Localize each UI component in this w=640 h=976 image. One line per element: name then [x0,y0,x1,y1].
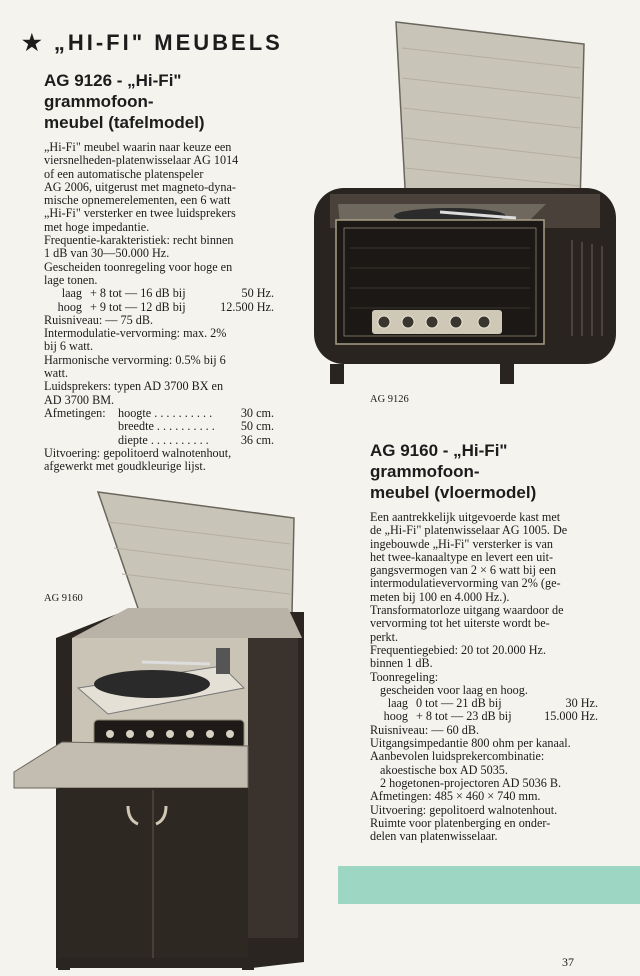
ag9126-dims-label: Afmetingen: [44,405,106,420]
ag9126-freq-2: 1 dB van 30—50.000 Hz. [44,246,170,261]
ag9160-storage-2: delen van platenwisselaar. [370,829,498,844]
ag9160-combo-item: 2 hogetonen-projectoren AD 5036 B. [380,775,562,790]
ag9160-tone-high-range: + 8 tot — 23 dB bij [416,709,512,724]
ag9126-title-line1: AG 9126 - „Hi-Fi" grammofoon- [44,71,182,111]
ag9126-dim-name: diepte . . . . . . . . . . [118,433,209,447]
ag9160-tone-high-label: hoog [383,709,408,724]
ag9160-intro-2: de „Hi-Fi" platenwisselaar AG 1005. De [370,523,568,538]
ag9126-speakers-2: AD 3700 BM. [44,392,115,407]
ag9126-finish-1: Uitvoering: gepolitoerd walnotenhout, [44,445,232,460]
ag9126-tone-low-range: + 8 tot — 16 dB bij [90,286,186,301]
ag9126-tone-high-freq: 12.500 Hz. [220,299,274,314]
ag9126-intermod-2: bij 6 watt. [44,339,94,354]
ag9160-intro-7: meten bij 100 en 4.000 Hz.). [370,589,510,604]
ag9126-intro-6: „Hi-Fi" versterker en twee luidsprekers [44,206,236,221]
ag9126-section [44,70,274,473]
ag9126-tone-2: lage tonen. [44,272,98,287]
page-heading [22,30,283,56]
ag9126-tone-high-label: hoog [57,299,82,314]
page-number: 37 [562,955,574,969]
ag9160-tone-label: Toonregeling: [370,669,439,684]
ag9160-section [370,440,598,843]
ag9160-intro-3: ingebouwde „Hi-Fi" versterker is van [370,536,553,551]
ag9160-tone-sub: gescheiden voor laag en hoog. [380,682,528,697]
ag9126-caption: AG 9126 [370,394,409,405]
ag9126-intro-1: „Hi-Fi" meubel waarin naar keuze een [44,140,232,154]
ag9160-transformer-1: Transformatorloze uitgang waardoor de [370,603,564,618]
ag9160-storage-1: Ruimte voor platenberging en onder- [370,815,551,830]
ag9126-freq-1: Frequentie-karakteristiek: recht binnen [44,233,234,248]
ag9126-dim-value: 30 cm. [240,405,274,420]
ag9126-dim-name: breedte . . . . . . . . . . [118,420,215,434]
ag9126-tone-row [44,301,274,314]
ag9126-intro-2: viersnelheden-platenwisselaar AG 1014 [44,153,239,168]
ag9126-intro-5: mische opnemerelementen, een 6 watt [44,193,231,208]
ag9126-tone-1: Gescheiden toonregeling voor hoge en [44,259,233,274]
ag9160-dims: Afmetingen: 485 × 460 × 740 mm. [370,789,541,804]
ag9160-title-line1: AG 9160 - „Hi-Fi" grammofoon- [370,441,508,481]
ag9160-tone-high-freq: 15.000 Hz. [544,709,598,724]
ag9126-intermod-1: Intermodulatie-vervorming: max. 2% [44,326,227,341]
ag9126-dim-name: hoogte . . . . . . . . . . [118,406,213,420]
ag9160-intro-4: het twee-kanaaltype en levert een uit- [370,549,554,564]
ag9126-noise: Ruisniveau: — 75 dB. [44,312,154,327]
ag9126-photo [310,18,620,390]
ag9160-noise: Ruisniveau: — 60 dB. [370,722,480,737]
heading-text: „HI-FI" MEUBELS [53,30,283,55]
ag9160-transformer-2: vervorming tot het uiterste wordt be- [370,616,550,631]
ag9160-combo-item: akoestische box AD 5035. [380,762,508,777]
ag9126-harmonic-1: Harmonische vervorming: 0.5% bij 6 [44,352,226,367]
star-icon: ★ [22,30,45,55]
decorative-band [338,866,640,904]
ag9126-dims-row [44,407,274,420]
ag9160-tone-low-range: 0 tot — 21 dB bij [416,696,502,711]
ag9160-impedance: Uitgangsimpedantie 800 ohm per kanaal. [370,736,571,751]
ag9160-caption: AG 9160 [44,593,83,604]
ag9126-tone-low-label: laag [61,286,82,301]
ag9126-title-line2: meubel (tafelmodel) [44,113,205,132]
ag9160-combo: Aanbevolen luidsprekercombinatie: [370,749,545,764]
ag9126-dims-row [44,434,274,447]
ag9126-intro-7: met hoge impedantie. [44,219,150,234]
ag9160-transformer-3: perkt. [370,629,399,644]
ag9126-tone-high-range: + 9 tot — 12 dB bij [90,299,186,314]
ag9126-dim-value: 36 cm. [240,432,274,447]
ag9160-intro-6: intermodulatievervorming van 2% (ge- [370,576,561,591]
ag9126-finish-2: afgewerkt met goudkleurige lijst. [44,459,206,474]
ag9160-intro-1: Een aantrekkelijk uitgevoerde kast met [370,510,561,524]
ag9126-tone-row [44,287,274,300]
ag9126-dims-row [44,420,274,433]
ag9160-finish: Uitvoering: gepolitoerd walnotenhout. [370,802,558,817]
ag9160-freq-1: Frequentiegebied: 20 tot 20.000 Hz. [370,642,547,657]
ag9160-tone-low-label: laag [387,696,408,711]
ag9160-tone-low-freq: 30 Hz. [565,696,598,711]
ag9126-tone-low-freq: 50 Hz. [241,286,274,301]
ag9126-harmonic-2: watt. [44,366,69,381]
ag9160-intro-5: gangsvermogen van 2 × 6 watt bij een [370,563,556,578]
ag9126-speakers-1: Luidsprekers: typen AD 3700 BX en [44,379,224,394]
ag9160-title-line2: meubel (vloermodel) [370,483,537,502]
ag9126-intro-4: AG 2006, uitgerust met magneto-dyna- [44,179,236,194]
ag9126-dim-value: 50 cm. [240,419,274,434]
ag9160-freq-2: binnen 1 dB. [370,656,433,671]
ag9126-intro-3: of een automatische platenspeler [44,166,204,181]
ag9160-tone-row [370,697,598,710]
ag9160-photo [12,488,314,972]
ag9160-tone-row [370,710,598,723]
